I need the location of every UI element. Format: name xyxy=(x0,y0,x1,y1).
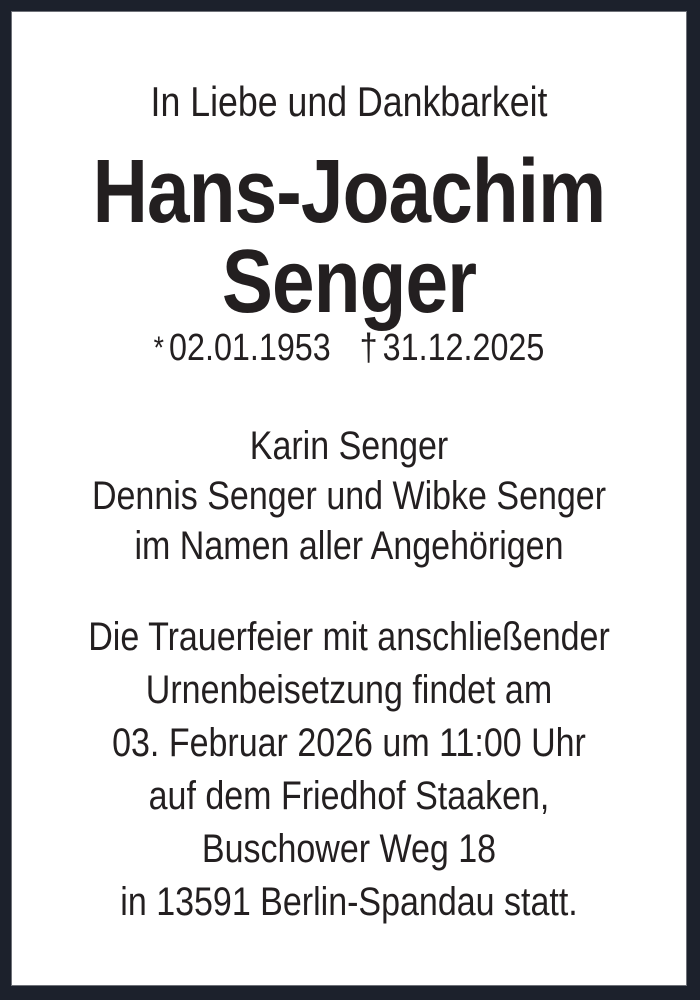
dates-row xyxy=(63,327,636,371)
opening-line: In Liebe und Dankbarkeit xyxy=(150,78,548,125)
mourner-line: Dennis Senger und Wibke Senger xyxy=(91,474,607,518)
name-line-2: Senger xyxy=(221,232,477,332)
mourner-line: Karin Senger xyxy=(249,424,449,468)
death-date-pair xyxy=(360,327,545,369)
funeral-line: Die Trauerfeier mit anschließender xyxy=(88,615,610,659)
funeral-line: in 13591 Berlin-Spandau statt. xyxy=(120,880,578,924)
birth-star-icon: * xyxy=(153,330,164,365)
mourners-block xyxy=(63,421,636,571)
birth-date-pair xyxy=(154,327,331,371)
funeral-line: Buschower Weg 18 xyxy=(201,827,497,871)
birth-date: 02.01.1953 xyxy=(169,327,331,369)
name-line-1: Hans-Joachim xyxy=(92,142,606,242)
funeral-line: Urnenbeisetzung findet am xyxy=(145,668,553,712)
deceased-name xyxy=(63,142,636,332)
funeral-info-block xyxy=(63,611,636,929)
death-date: 31.12.2025 xyxy=(382,327,545,369)
funeral-line: 03. Februar 2026 um 11:00 Uhr xyxy=(112,721,586,765)
funeral-line: auf dem Friedhof Staaken, xyxy=(148,774,550,818)
death-cross-icon: † xyxy=(359,327,378,369)
mourner-line: im Namen aller Angehörigen xyxy=(134,524,564,568)
obituary-content xyxy=(63,12,636,985)
obituary-card xyxy=(11,11,687,986)
